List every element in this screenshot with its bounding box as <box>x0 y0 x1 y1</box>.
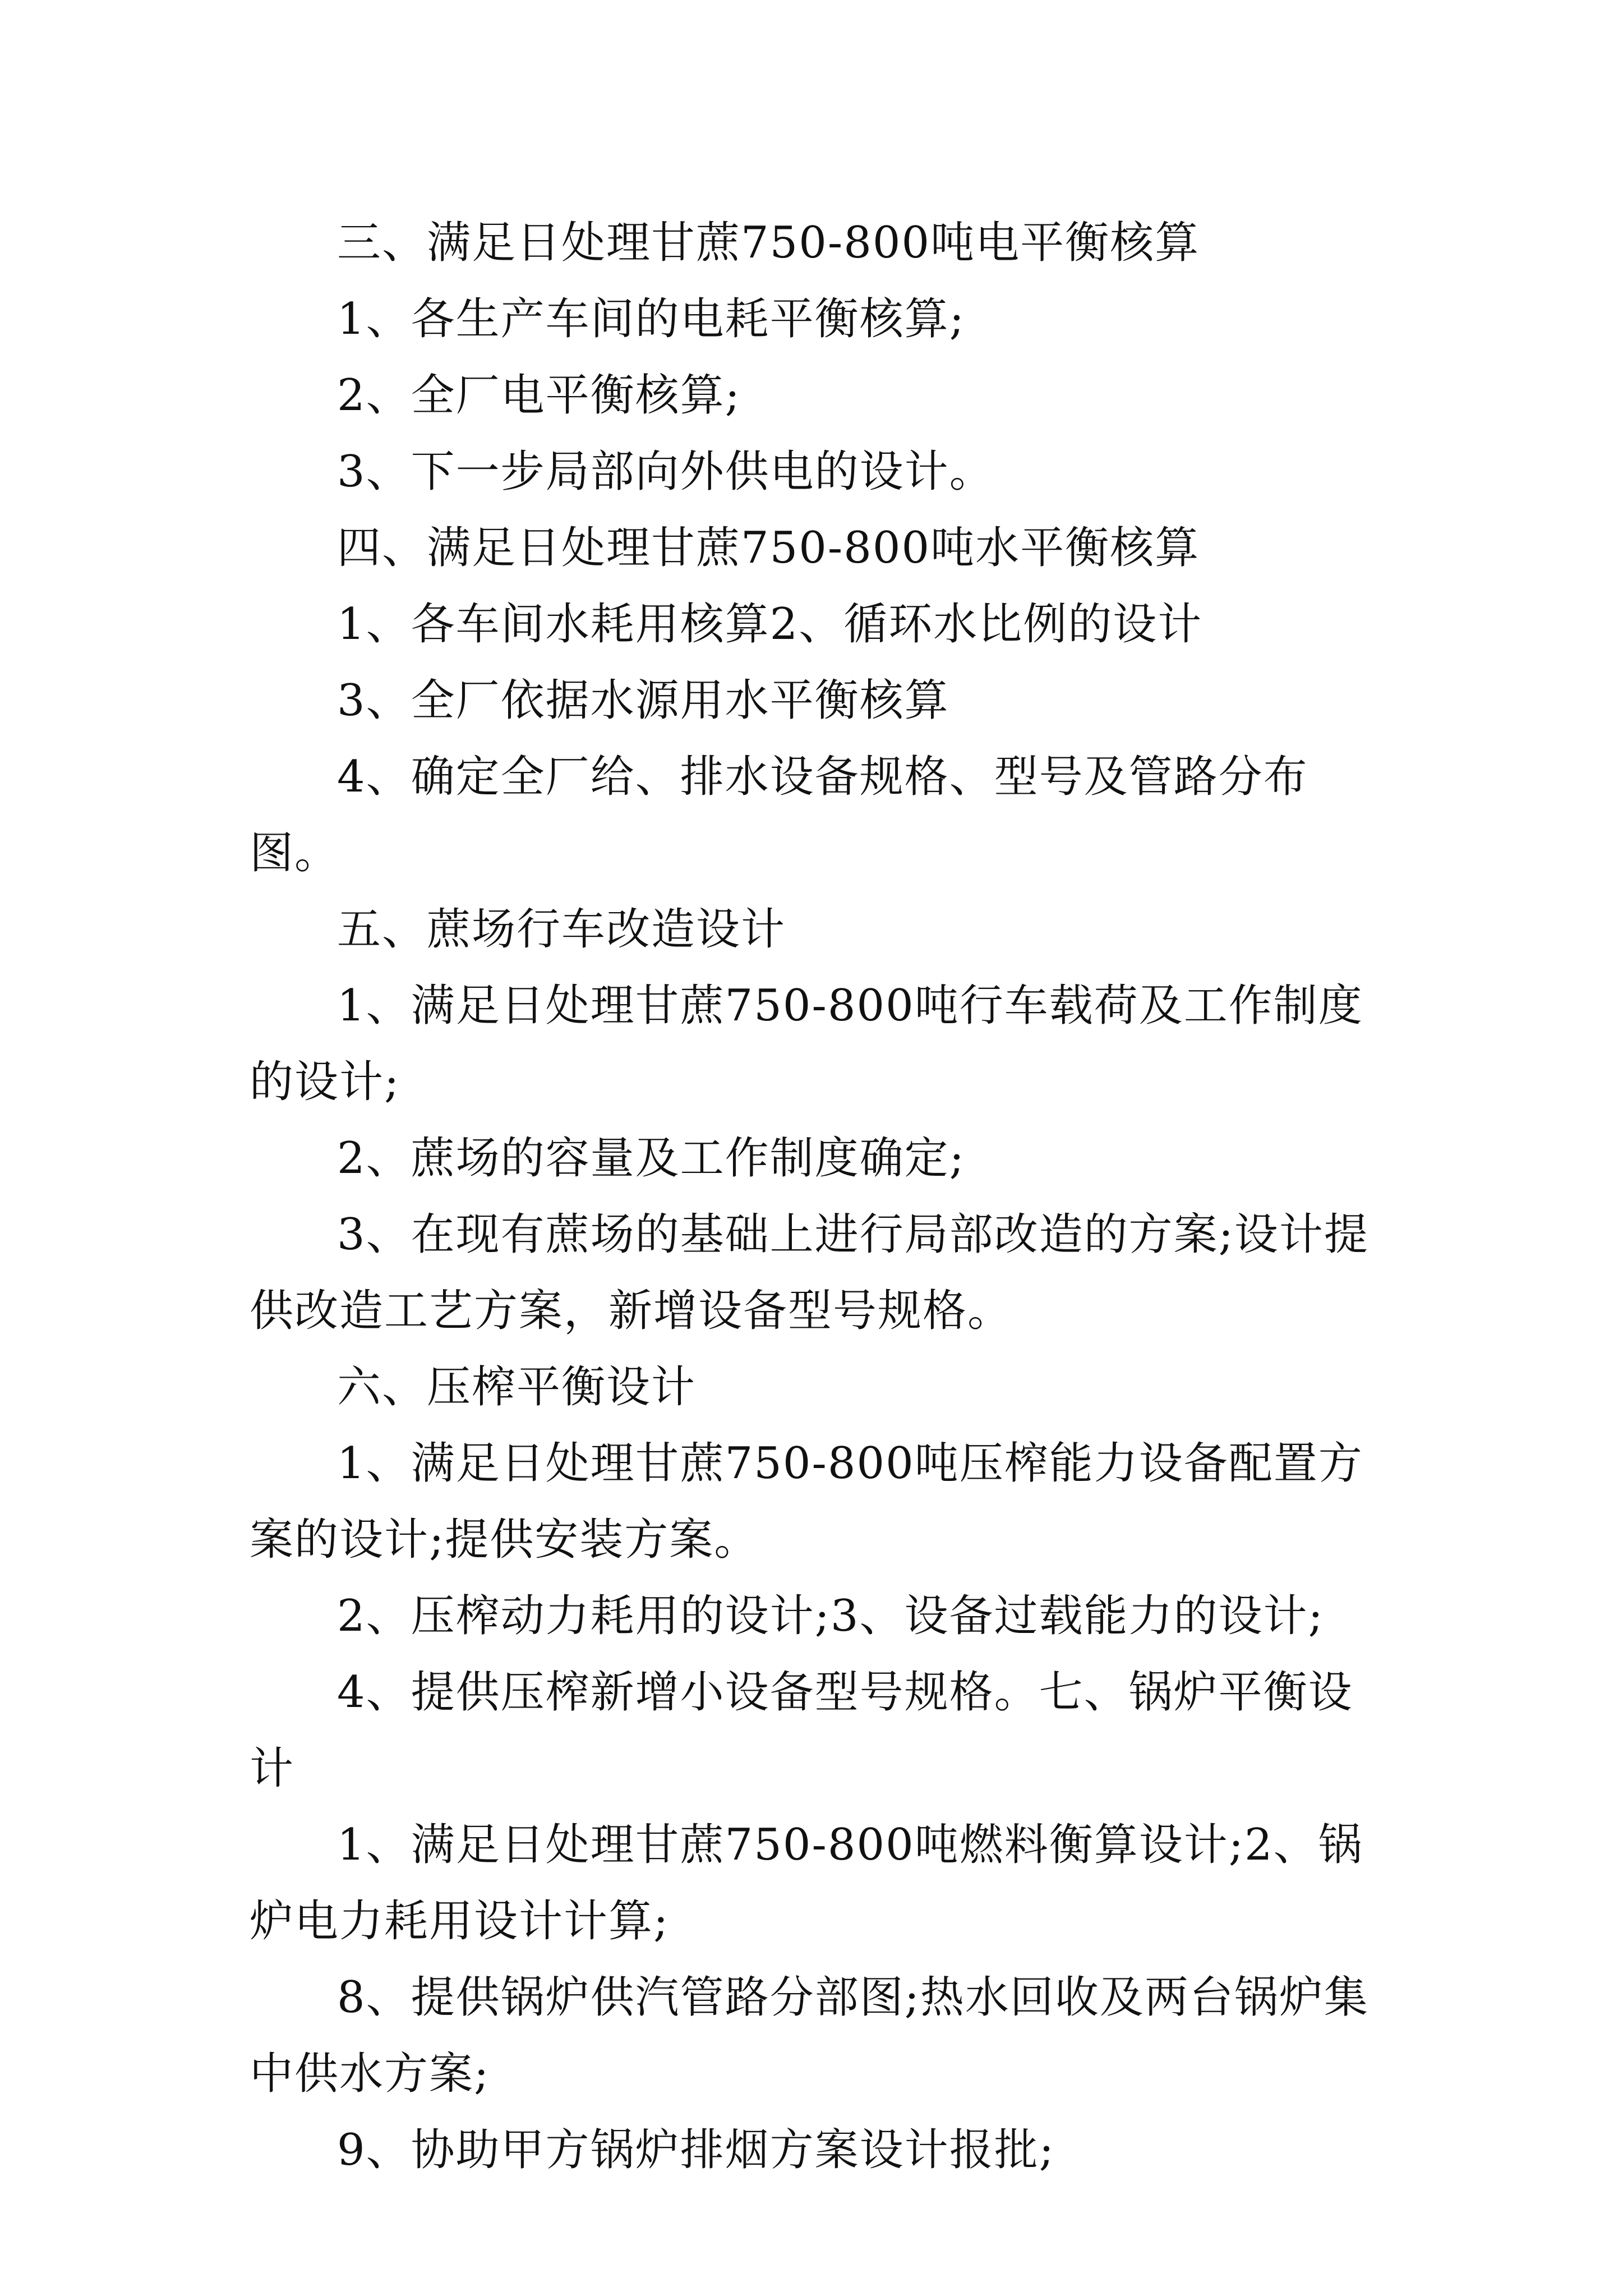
section-heading-cane-yard: 五、蔗场行车改造设计 <box>337 904 786 955</box>
list-item: 9、协助甲方锅炉排烟方案设计报批; <box>337 2125 1055 2175</box>
list-item: 1、各生产车间的电耗平衡核算; <box>337 294 965 344</box>
list-item: 2、压榨动力耗用的设计;3、设备过载能力的设计; <box>337 1591 1324 1641</box>
list-item: 1、满足日处理甘蔗750-800吨行车载荷及工作制度的设计; <box>250 981 1363 1107</box>
list-item: 8、提供锅炉供汽管路分部图;热水回收及两台锅炉集中供水方案; <box>250 1972 1369 2099</box>
section-heading-pressing: 六、压榨平衡设计 <box>337 1362 697 1412</box>
list-item: 3、全厂依据水源用水平衡核算 <box>337 675 949 726</box>
section-heading-water: 四、满足日处理甘蔗750-800吨水平衡核算 <box>337 523 1200 573</box>
list-item: 4、提供压榨新增小设备型号规格。七、锅炉平衡设计 <box>250 1667 1353 1794</box>
list-item: 3、在现有蔗场的基础上进行局部改造的方案;设计提供改造工艺方案，新增设备型号规格。 <box>250 1209 1369 1336</box>
list-item: 4、确定全厂给、排水设备规格、型号及管路分布图。 <box>250 752 1308 878</box>
list-item: 3、下一步局部向外供电的设计。 <box>337 447 994 497</box>
list-item: 1、满足日处理甘蔗750-800吨压榨能力设备配置方案的设计;提供安装方案。 <box>250 1438 1363 1565</box>
section-heading-electricity: 三、满足日处理甘蔗750-800吨电平衡核算 <box>337 218 1200 268</box>
document-body <box>250 205 1394 2188</box>
list-item: 1、各车间水耗用核算2、循环水比例的设计 <box>337 599 1203 650</box>
list-item: 2、蔗场的容量及工作制度确定; <box>337 1133 965 1184</box>
list-item: 2、全厂电平衡核算; <box>337 370 741 421</box>
list-item: 1、满足日处理甘蔗750-800吨燃料衡算设计;2、锅炉电力耗用设计计算; <box>250 1820 1363 1947</box>
